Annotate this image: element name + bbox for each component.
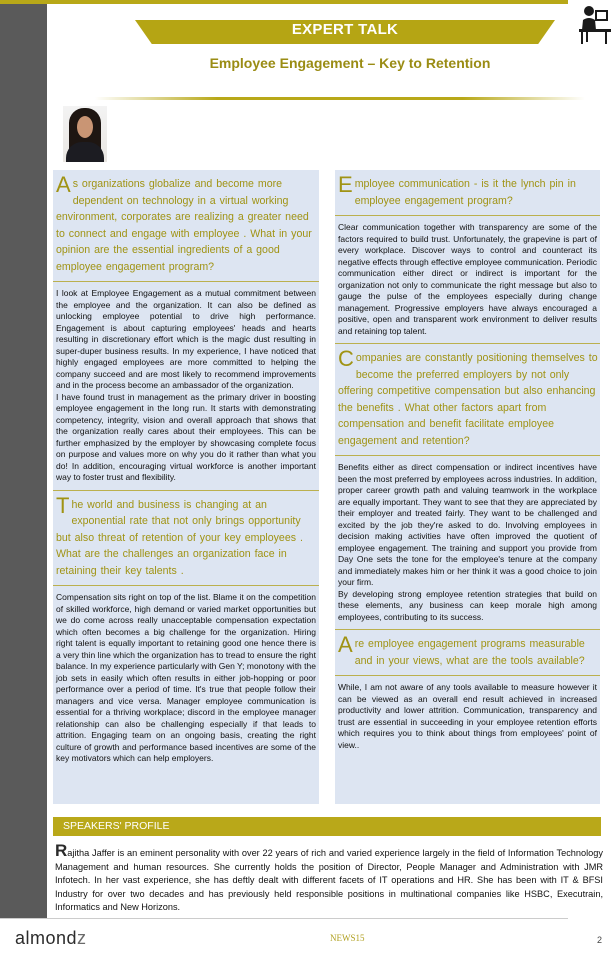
title-divider <box>95 97 585 100</box>
question-5-text: re employee engagement programs measurable and in your views, what are the tools available? <box>354 638 585 667</box>
question-3-initial: E <box>338 172 353 197</box>
answer-paragraph: While, I am not aware of any tools available to measure however it can be viewed as an overall end result achieved in increased productivity and lower attrition. Communication, transparency and trust are essential in succeeding in your employee retention efforts which requires you to think about things from employees' point of view.. <box>338 682 597 750</box>
divider <box>335 215 600 216</box>
question-4 <box>335 346 600 449</box>
person-at-desk-icon <box>575 2 611 46</box>
divider <box>53 585 319 586</box>
question-1-text: s organizations globalize and become more dependent on technology in a virtual working environment, corporates are realizing a greater need to connect and engage with employee . What in your opinion are the essential ingredients of a good employee engagement program? <box>56 178 312 273</box>
top-accent-bar <box>0 0 568 4</box>
answer-paragraph: Benefits either as direct compensation or indirect incentives have been the most preferred by employees across industries. In addition, proper career growth path and valuing teamwork in the workplace are equally important. They want to see that they are appreciated by their employer and treated fairly. They want to be challenged and excited by the job they're asked to do. Involving employees in decision making activities have often improved the quotient of employee engagement. The training and support you provide from Day One sets the tone for the employee's tenure at the company and immediately makes him or her think it was a good choice to join your firm. <box>338 462 597 587</box>
answer-4 <box>335 462 600 623</box>
newsletter-issue: NEWS15 <box>330 933 365 943</box>
question-3 <box>335 172 600 209</box>
divider <box>335 343 600 344</box>
speaker-photo <box>63 106 107 162</box>
answer-paragraph: Clear communication together with transparency are some of the factors required to build trust. Unfortunately, the grapevine is part of every workplace. Discover ways to control and counteract its negative effects through effective employee communication. Periodic communication either direct or indirect is important for the organization not only to communicate the right message but also to gauge the pulse of the employees especially during change management. Progressive employers have always encouraged a positive, open and transparent work environment to deliver results and retaining top talent. <box>338 222 597 336</box>
left-side-bar <box>0 0 47 918</box>
divider <box>53 490 319 491</box>
footer-divider <box>0 918 568 919</box>
answer-paragraph: I have found trust in management as the primary driver in boosting employee engagement in the long run. It starts with demonstrating competency, integrity, vision and overall approach that shows that the organization really cares about their employees. This can be further emphasized by the employer by showcasing complete focus on purpose and values more on why you do it rather than what you do! In addition, encouraging virtual workforce is another important way to foster trust and flexibility. <box>56 391 316 482</box>
question-5 <box>335 632 600 669</box>
answer-paragraph: By developing strong employee retention strategies that build on these elements, any business can keep morale high among employees, contributing to its success. <box>338 588 597 622</box>
question-2-initial: T <box>56 492 70 518</box>
question-2-text: he world and business is changing at an exponential rate that not only brings opportunity but also threat of retention of your key employees . What are the challenges an organization face in retaining their key talents . <box>56 498 303 577</box>
question-3-text: mployee communication - is it the lynch pin in employee engagement program? <box>354 178 576 207</box>
profile-initial: R <box>55 841 68 860</box>
page-number: 2 <box>597 935 603 945</box>
divider <box>335 675 600 676</box>
question-4-initial: C <box>338 346 354 371</box>
speakers-profile-text <box>55 841 603 915</box>
question-5-initial: A <box>338 632 353 657</box>
page-subtitle: Employee Engagement – Key to Retention <box>209 55 491 71</box>
speakers-profile-heading: SPEAKERS' PROFILE <box>53 817 601 836</box>
question-1 <box>53 172 319 275</box>
question-1-initial: A <box>56 172 71 197</box>
divider <box>335 455 600 456</box>
answer-5 <box>335 682 600 751</box>
divider <box>53 281 319 282</box>
answer-1 <box>53 288 319 484</box>
company-logo: almondz <box>15 928 87 948</box>
question-4-text: ompanies are constantly positioning themselves to become the preferred employers by not only offering competitive compensation but also enhancing the benefits . What other factors apart from compensation and benefit facilitate employee engagement and retention? <box>338 352 598 447</box>
profile-body: ajitha Jaffer is an eminent personality with over 22 years of rich and varied experience largely in the field of Information Technology Management and human resources. She currently holds the position of Director, People Manager and Administration with JMR Infotech. In her vast experience, she has deftly dealt with different facets of IT operations and HR. She has been with IT & BFSI Industry for over two decades and has previously held responsible positions in multinational companies like HSBC, Executrain, Informatics and New Horizons. <box>55 848 603 912</box>
answer-paragraph: Compensation sits right on top of the list. Blame it on the competition of skilled workforce, high demand or varied market opportunities but we do come across really unacceptable compensation expectation which often becomes a big challenge for the organization. Hiring right talent is equally important to retaining good one hence there is a very thin line which the organization has to tread to ensure the right balance. In my experience particularly with Gen Y; monotony with the job sets in easily which often results in either job-hopping or poor performance over a period of time. It's true that people follow their managers and vice versa. Manager employee communication is essential for a thriving workplace; discord in the employee manager relationship can also be challenging especially if that leads to attrition. Engaging team on an ongoing basis, creating the right culture of growth and performance based incentives are some of the key motivators which can help employers. <box>56 592 316 763</box>
answer-2 <box>53 592 319 765</box>
right-interview-column <box>335 170 600 804</box>
banner-title: EXPERT TALK <box>291 21 399 38</box>
divider <box>335 629 600 630</box>
answer-paragraph: I look at Employee Engagement as a mutual commitment between the employee and the organization. It can also be defined as unlocking employee potential to drive high performance. Engagement is about capturing employees' heads and hearts resulting in discretionary effort which is the magic dust resulting in super-duper business results. In my experience, I have noticed that highly engaged employees are more committed to helping the company succeed and are most likely to recommend improvements and in the process become an ambassador of the organization. <box>56 288 316 390</box>
answer-3 <box>335 222 600 337</box>
question-2 <box>53 492 319 580</box>
left-interview-column <box>53 170 319 804</box>
